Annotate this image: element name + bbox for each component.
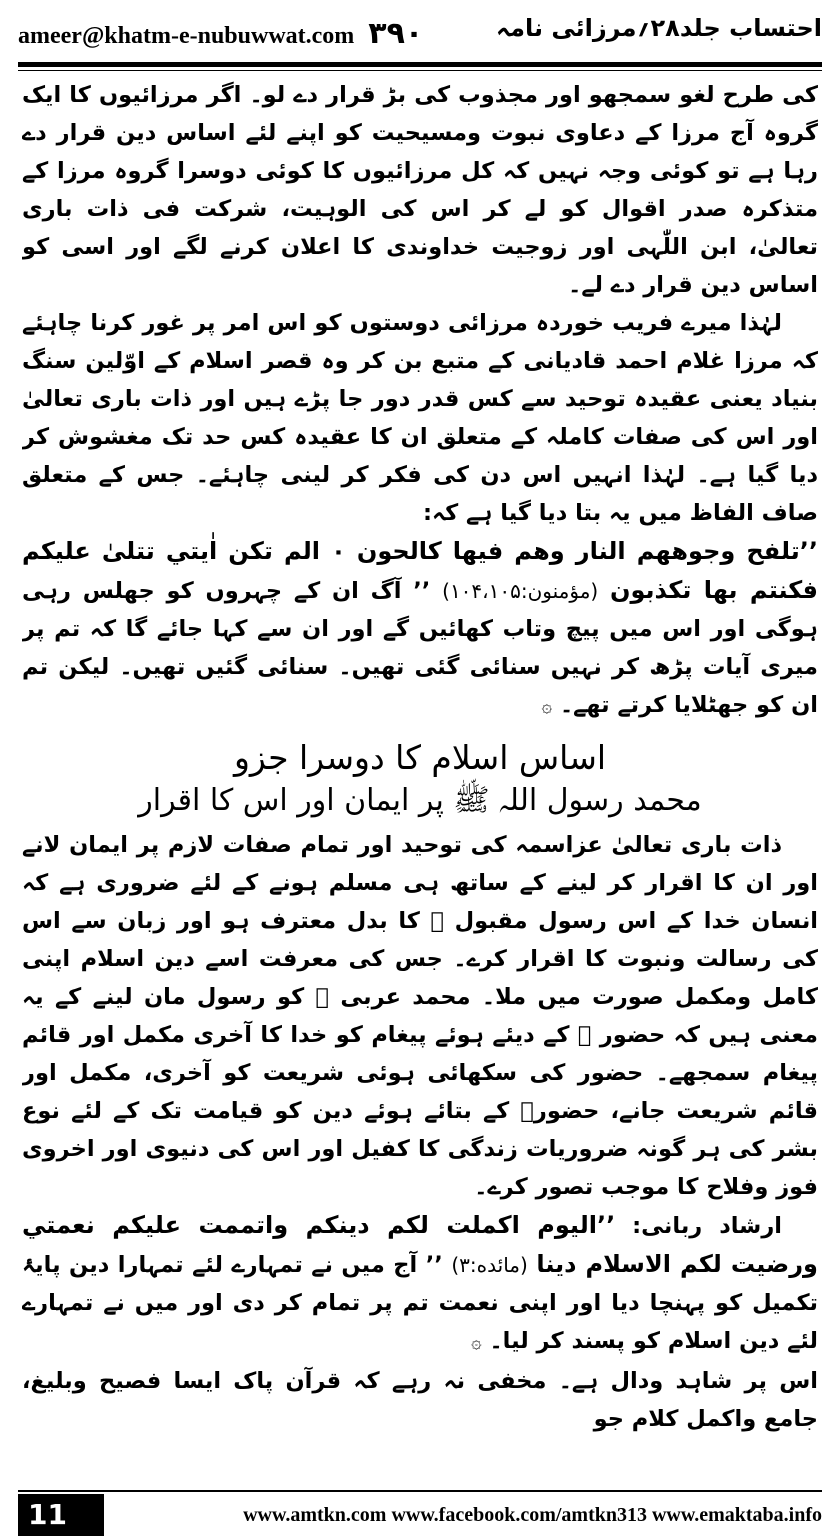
quran-reference-1: (مؤمنون:۱۰۴،۱۰۵) xyxy=(442,579,599,603)
book-title: احتساب جلد۲۸؍مرزائی نامہ xyxy=(496,14,822,42)
header-rule-thick xyxy=(18,62,822,67)
quran-quote-2 xyxy=(22,1206,818,1362)
quran-reference-2: (مائده:۳) xyxy=(451,1253,528,1277)
page-content xyxy=(22,76,818,1456)
header-rule-thin xyxy=(18,70,822,71)
paragraph-1: کی طرح لغو سمجھو اور مجذوب کی بڑ قرار دے لو۔ اگر مرزائیوں کا ایک گروہ آج مرزا کے دعاوی نبوت ومسیحیت کو اپنے لئے اساس دین قرار دے رہا ہے تو کوئی وجہ نہیں کہ کل مرزائیوں کا کوئی دوسرا گروہ مرزا کے متذکرہ صدر اقوال کو لے کر اس کی الوہیت، شرکت فی ذات باری تعالیٰ، ابن اللّٰہی اور زوجیت خداوندی کا اعلان کرنے لگے اور اسی کو اساس دین قرار دے لے۔ xyxy=(22,82,818,298)
quran-quote-1 xyxy=(22,532,818,726)
quran-verse-2: ’’اليوم اكملت لكم دينكم واتممت عليكم نعمتي ورضيت لكم الاسلام دينا xyxy=(22,1211,818,1278)
section-subtitle: محمد رسول اللہ ﷺ پر ایمان اور اس کا اقرار xyxy=(138,783,702,818)
flower-ornament-icon: ۞ xyxy=(541,696,553,717)
header-left xyxy=(18,16,423,51)
paragraph-3: ذات باری تعالیٰ عزاسمہ کی توحید اور تمام صفات لازم پر ایمان لانے اور ان کا اقرار کر لینے کے ساتھ ہی مسلم ہونے کے لئے ضروری ہے کہ انسان خدا کے اس رسول مقبول ﷺ کا بدل معترف ہو اور زبان سے اس کی رسالت ونبوت کا اقرار کرے۔ جس کی معرفت اسے دین اسلام اپنی کامل ومکمل صورت میں ملا۔ محمد عربی ﷺ کو رسول مان لینے کے یہ معنی ہیں کہ حضور ﷺ کے دیئے ہوئے پیغام کو خدا کا آخری مکمل اور قائم پیغام سمجھے۔ حضور کی سکھائی ہوئی شریعت کو آخری، مکمل اور قائم شریعت جانے، حضورؐ کے بتائے ہوئے دین کو قیامت تک کے لئے نوع بشر کی ہر گونہ ضروریات زندگی کا کفیل اور اس کی دنیوی اور اخروی فوز وفلاح کا موجب تصور کرے۔ xyxy=(22,832,818,1200)
page-header xyxy=(18,8,822,60)
footer-rule xyxy=(18,1490,822,1492)
flower-ornament-icon: ۞ xyxy=(471,1332,482,1353)
quran-verse-1: ’’تلفح وجوههم النار وهم فيها كالحون ۰ الم تكن اٰيتي تتلىٰ عليكم فكنتم بها تكذبون xyxy=(22,537,818,604)
header-email: ameer@khatm-e-nubuwwat.com xyxy=(18,23,355,49)
quran-translation-1: ’’ آگ ان کے چہروں کو جھلس رہی ہوگی اور اس میں پیچ وتاب کھائیں گے اور ان سے کہا جائے گا کہ تم پر میری آیات پڑھ کر نہیں سنائی گئی تھیں۔ سنائی گئیں تھیں۔ لیکن تم ان کو جھٹلایا کرتے تھے۔ xyxy=(22,578,818,718)
section-title: اساس اسلام کا دوسرا جزو xyxy=(233,738,607,777)
quran-translation-2: ’’ آج میں نے تمہارے لئے تمہارا دین پایۂ تکمیل کو پہنچا دیا اور اپنی نعمت تم پر تمام کر دی اور میں نے تمہارے لئے دین اسلام کو پسند کر لیا۔ xyxy=(22,1252,818,1354)
page-number: ۳۹۰ xyxy=(368,16,424,51)
footer-links: www.amtkn.com www.facebook.com/amtkn313 www.emaktaba.info xyxy=(243,1504,822,1526)
footer-number-box: 11 xyxy=(18,1494,104,1536)
page-footer xyxy=(18,1494,822,1538)
paragraph-2: لہٰذا میرے فریب خوردہ مرزائی دوستوں کو اس امر پر غور کرنا چاہئے کہ مرزا غلام احمد قادیانی کے متبع بن کر وہ قصر اسلام کے اوّلین سنگ بنیاد یعنی عقیدہ توحید سے کس قدر دور جا پڑے ہیں اور ذات باری تعالیٰ اور اس کی صفات کاملہ کے متعلق ان کا عقیدہ کس حد تک مغشوش کر دیا گیا ہے۔ لہٰذا انہیں اس دن کی فکر کر لینی چاہئے۔ جس کے متعلق صاف الفاظ میں یہ بتا دیا گیا ہے کہ: xyxy=(22,310,818,526)
paragraph-4: اس پر شاہد ودال ہے۔ مخفی نہ رہے کہ قرآن پاک ایسا فصیح وبلیغ، جامع واکمل کلام جو xyxy=(22,1368,818,1432)
irshad-label: ارشاد ربانی: xyxy=(632,1213,782,1239)
